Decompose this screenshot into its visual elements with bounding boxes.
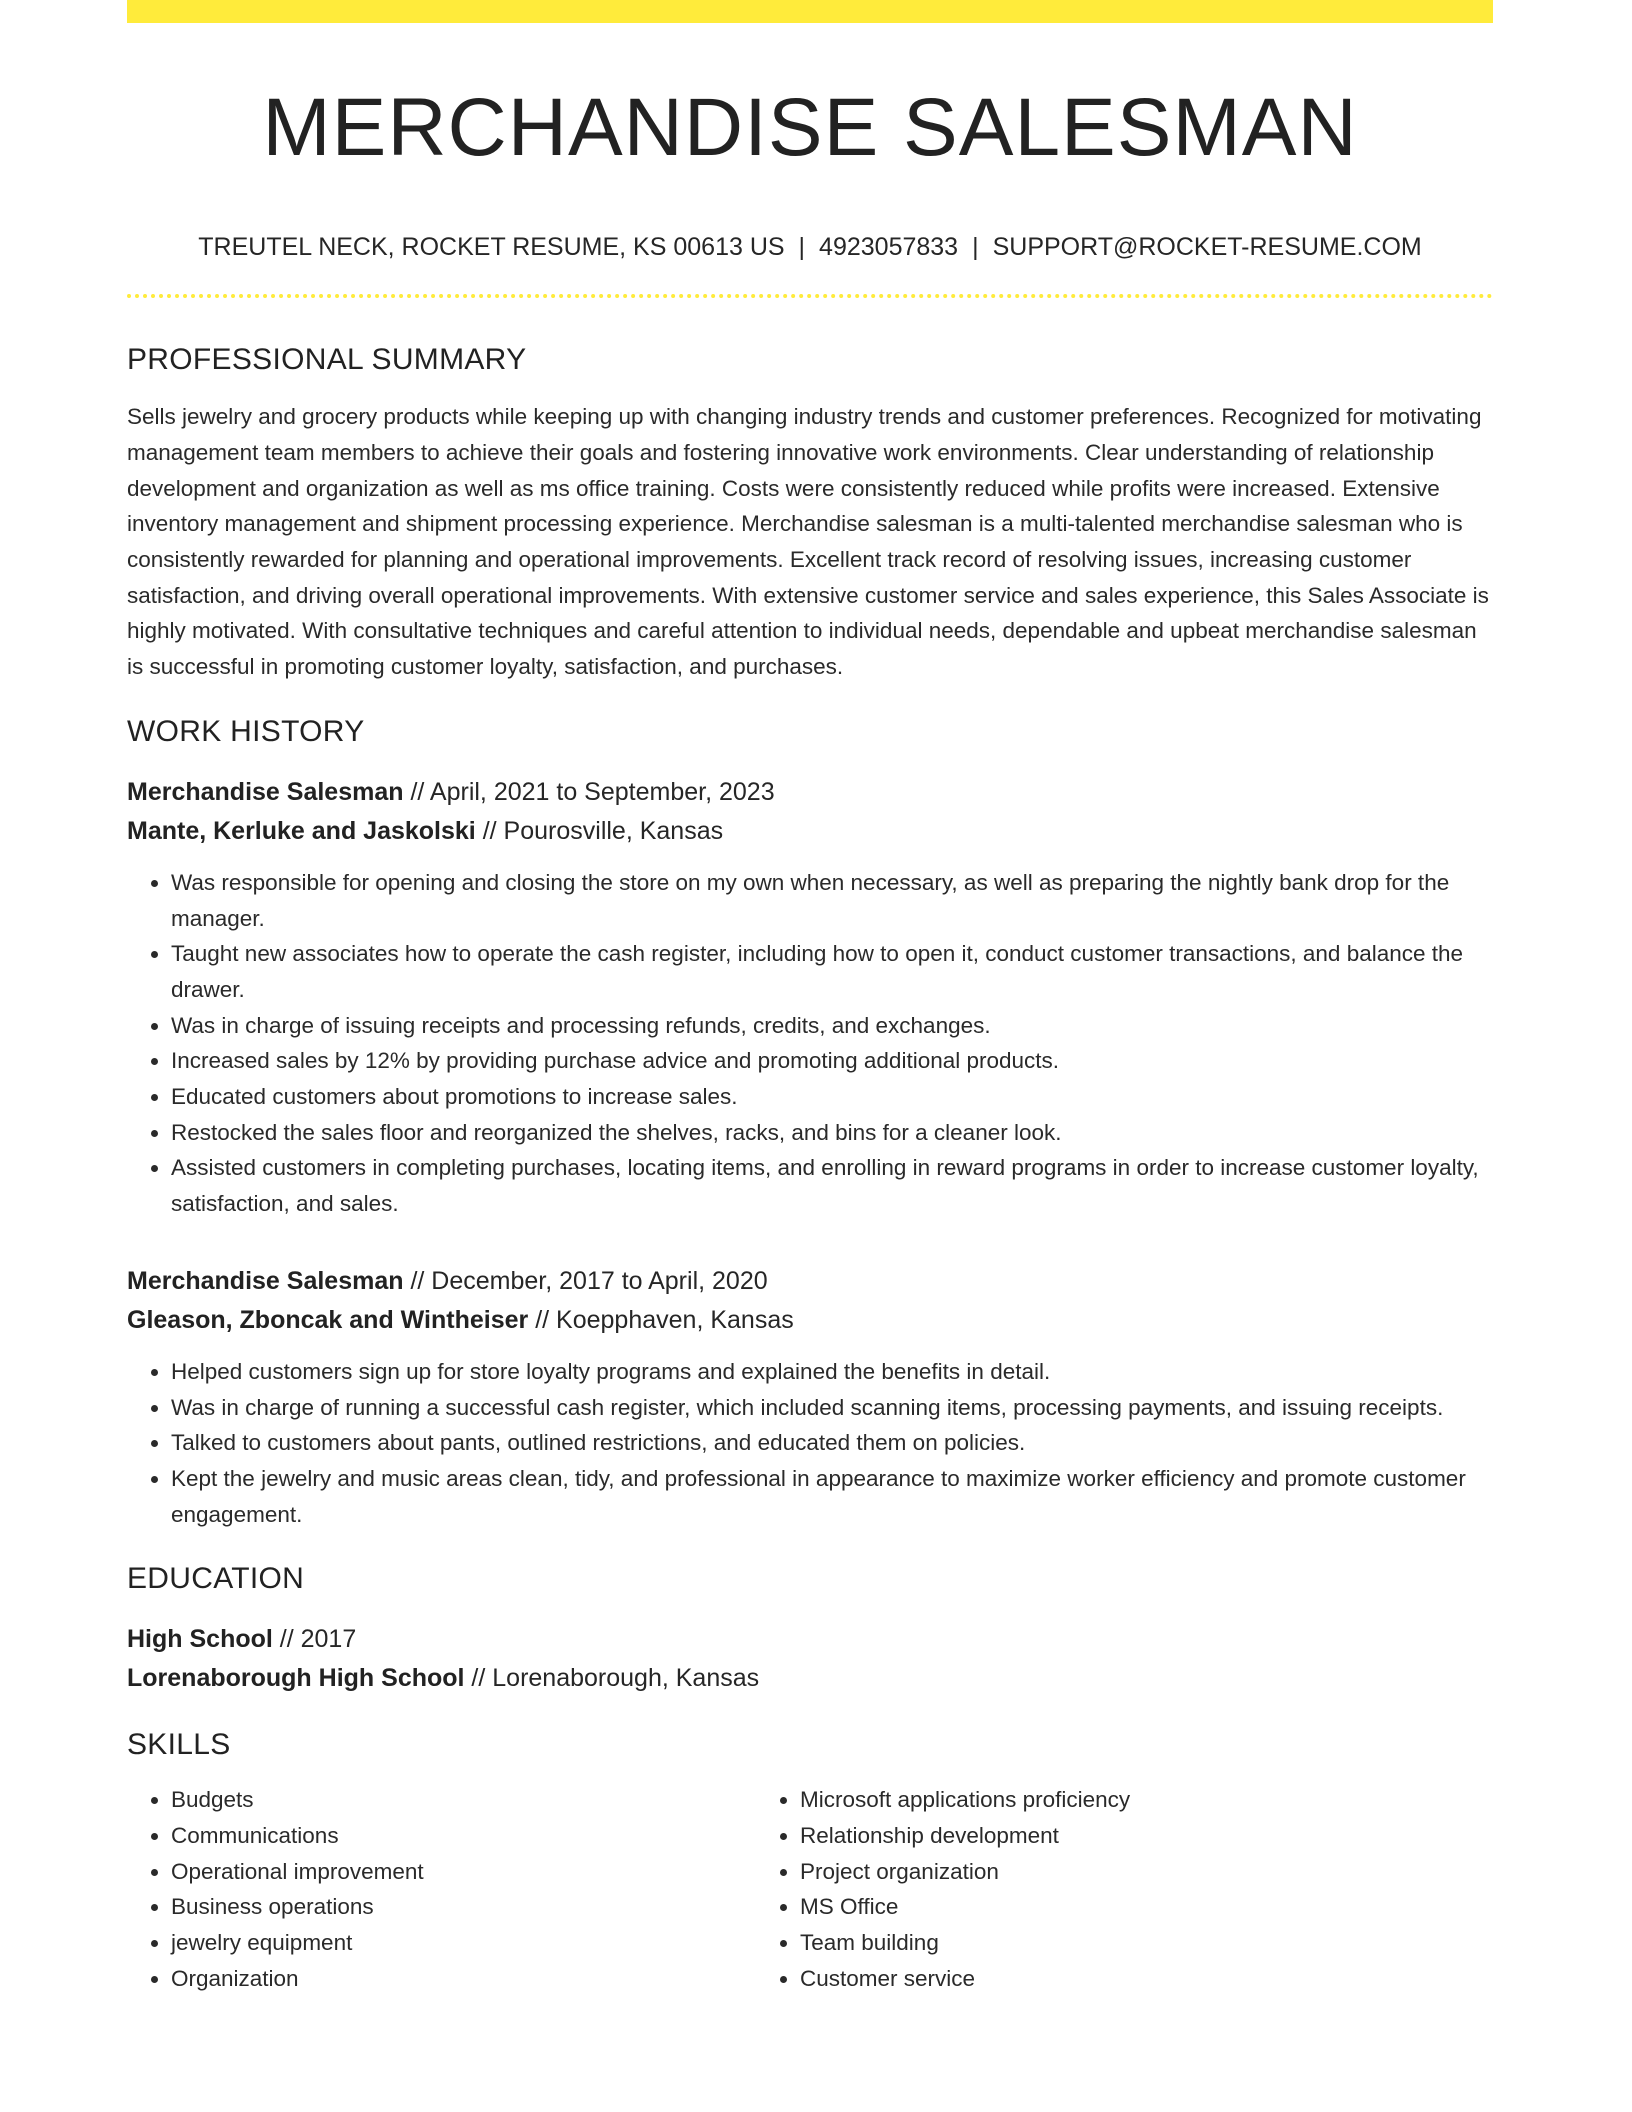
list-item: • Kept the jewelry and music areas clean, tidy, and professional in appearance to maximize worker efficiency and promote customer engagement. — [171, 1461, 1493, 1532]
education-school: Lorenaborough High School — [127, 1664, 465, 1693]
education-school-line — [127, 1659, 1493, 1698]
job-company-line — [127, 1301, 1493, 1340]
job-role: Merchandise Salesman — [127, 1266, 404, 1295]
skills-heading: SKILLS — [127, 1728, 231, 1762]
summary-text: Sells jewelry and grocery products while keeping up with changing industry trends and customer preferences. Recognized for motivating management team members to achieve their goals and fostering innovative work environments. Clear understanding of relationship development and organization as well as ms office training. Costs were consistently reduced while profits were increased. Extensive inventory management and shipment processing experience. Merchandise salesman is a multi-talented merchandise salesman who is consistently rewarded for planning and operational improvements. Excellent track record of resolving issues, increasing customer satisfaction, and driving overall operational improvements. With extensive customer service and sales experience, this Sales Associate is highly motivated. With consultative techniques and careful attention to individual needs, dependable and upbeat merchandise salesman is successful in promoting customer loyalty, satisfaction, and purchases. — [127, 404, 1489, 680]
skills-left-column — [127, 1782, 756, 1996]
contact-separator: | — [972, 233, 979, 262]
list-item: • Increased sales by 12% by providing purchase advice and promoting additional products. — [171, 1043, 1493, 1079]
job-bullets — [127, 1354, 1493, 1533]
skills-columns — [127, 1782, 1493, 1996]
skill-item: • Project organization — [800, 1854, 1385, 1890]
list-item: • Taught new associates how to operate the cash register, including how to open it, conduct customer transactions, and balance the drawer. — [171, 936, 1493, 1007]
skills-right-column — [756, 1782, 1385, 1996]
list-item: • Educated customers about promotions to increase sales. — [171, 1079, 1493, 1115]
list-item: • Restocked the sales floor and reorganized the shelves, racks, and bins for a cleaner look. — [171, 1115, 1493, 1151]
skill-item: • MS Office — [800, 1889, 1385, 1925]
candidate-name: MERCHANDISE SALESMAN — [262, 82, 1358, 173]
skill-item: • Budgets — [171, 1782, 756, 1818]
skill-item: • jewelry equipment — [171, 1925, 756, 1961]
contact-phone: 4923057833 — [819, 233, 959, 262]
job-dates: // December, 2017 to April, 2020 — [403, 1266, 768, 1295]
summary-heading: PROFESSIONAL SUMMARY — [127, 343, 527, 377]
skill-item: • Operational improvement — [171, 1854, 756, 1890]
skill-item: • Organization — [171, 1961, 756, 1997]
job-role: Merchandise Salesman — [127, 777, 404, 806]
list-item: • Assisted customers in completing purchases, locating items, and enrolling in reward programs in order to increase customer loyalty, satisfaction, and sales. — [171, 1150, 1493, 1221]
job-title-line — [127, 773, 1493, 812]
contact-email: SUPPORT@ROCKET-RESUME.COM — [992, 233, 1422, 262]
skill-item: • Relationship development — [800, 1818, 1385, 1854]
skill-item: • Customer service — [800, 1961, 1385, 1997]
work-history-heading: WORK HISTORY — [127, 714, 365, 748]
skill-item: • Communications — [171, 1818, 756, 1854]
job-location: // Pourosville, Kansas — [475, 816, 724, 845]
education-degree: High School — [127, 1625, 273, 1654]
job-dates: // April, 2021 to September, 2023 — [403, 777, 775, 806]
list-item: • Was in charge of running a successful cash register, which included scanning items, processing payments, and issuing receipts. — [171, 1390, 1493, 1426]
job-company-line — [127, 812, 1493, 851]
job-location: // Koepphaven, Kansas — [528, 1305, 794, 1334]
contact-address: TREUTEL NECK, ROCKET RESUME, KS 00613 US — [198, 233, 785, 262]
job-title-line — [127, 1262, 1493, 1301]
job-bullets — [127, 865, 1493, 1222]
list-item: • Was responsible for opening and closing the store on my own when necessary, as well as preparing the nightly bank drop for the manager. — [171, 865, 1493, 936]
list-item: • Talked to customers about pants, outlined restrictions, and educated them on policies. — [171, 1425, 1493, 1461]
job-entry — [127, 1262, 1493, 1533]
accent-top-bar — [127, 0, 1493, 23]
education-year: // 2017 — [272, 1625, 357, 1654]
resume-page — [127, 0, 1493, 1997]
skill-item: • Business operations — [171, 1889, 756, 1925]
dotted-divider — [127, 294, 1493, 298]
education-degree-line — [127, 1620, 1493, 1659]
contact-line — [127, 233, 1493, 262]
job-company: Mante, Kerluke and Jaskolski — [127, 816, 476, 845]
list-item: • Helped customers sign up for store loyalty programs and explained the benefits in detail. — [171, 1354, 1493, 1390]
contact-separator: | — [798, 233, 806, 262]
education-entry — [127, 1620, 1493, 1698]
list-item: • Was in charge of issuing receipts and processing refunds, credits, and exchanges. — [171, 1008, 1493, 1044]
job-company: Gleason, Zboncak and Wintheiser — [127, 1305, 529, 1334]
skill-item: • Microsoft applications proficiency — [800, 1782, 1385, 1818]
education-heading: EDUCATION — [127, 1562, 305, 1596]
job-entry — [127, 773, 1493, 1222]
skill-item: • Team building — [800, 1925, 1385, 1961]
education-location: // Lorenaborough, Kansas — [464, 1664, 760, 1693]
